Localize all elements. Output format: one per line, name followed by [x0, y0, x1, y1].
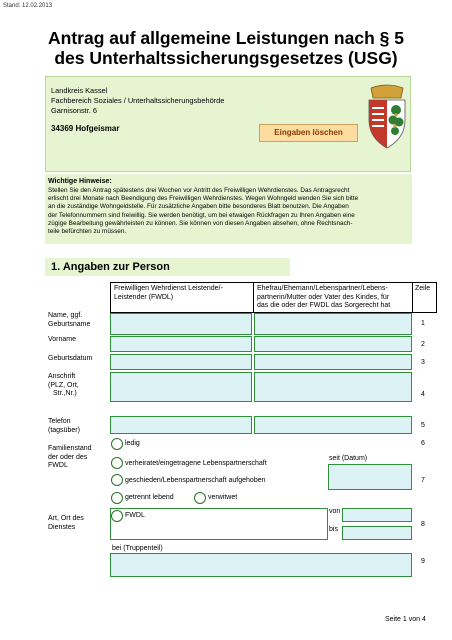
- option-getrennt-label: getrennt lebend: [125, 494, 174, 501]
- radio-verwitwet[interactable]: [194, 492, 206, 504]
- fwdl-vorname-input[interactable]: [110, 336, 252, 352]
- label-anschrift: [48, 373, 79, 399]
- authority-name: Landkreis Kassel: [51, 86, 108, 95]
- seit-label: seit (Datum): [329, 455, 368, 462]
- label-text: Geburtsname: [48, 320, 91, 328]
- title-line-2: des Unterhaltssicherungsgesetzes (USG): [54, 48, 398, 68]
- option-ledig-label: ledig: [125, 440, 140, 447]
- option-verheiratet-label: verheiratet/eingetragene Lebenspartnerschaft: [125, 460, 267, 467]
- partner-geburtsdatum-input[interactable]: [254, 354, 412, 370]
- table-divider: [110, 282, 111, 312]
- line-number: 4: [421, 391, 425, 398]
- table-top-border: [110, 282, 437, 283]
- fwdl-geburtsdatum-input[interactable]: [110, 354, 252, 370]
- page-footer: Seite 1 von 4: [385, 616, 426, 623]
- line-number: 8: [421, 521, 425, 528]
- label-text: (tagsüber): [48, 426, 80, 434]
- column-header-fwdl: [114, 285, 223, 302]
- fwdl-label: FWDL: [125, 512, 145, 519]
- label-vorname: Vorname: [48, 336, 77, 343]
- fwdl-anschrift-input[interactable]: [110, 372, 252, 402]
- partner-name-input[interactable]: [254, 313, 412, 335]
- label-text: Dienstes: [48, 523, 76, 531]
- table-divider: [253, 282, 254, 312]
- line-number: 1: [421, 320, 425, 327]
- column-header-text: partnerin/Mutter oder Vater des Kindes, für: [257, 293, 390, 301]
- radio-geschieden[interactable]: [111, 474, 123, 486]
- coat-of-arms-icon: [365, 84, 409, 150]
- radio-getrennt[interactable]: [111, 492, 123, 504]
- line-number: 9: [421, 558, 425, 565]
- label-text: Anschrift: [48, 373, 76, 380]
- dienst-bis-input[interactable]: [342, 526, 412, 540]
- clear-inputs-button[interactable]: Eingaben löschen: [259, 124, 358, 142]
- column-header-text: das die oder der FWDL das Sorgerecht hat: [257, 302, 391, 309]
- label-text: Name, ggf.: [48, 312, 83, 319]
- option-verwitwet-label: verwitwet: [208, 494, 238, 501]
- fwdl-name-input[interactable]: [110, 313, 252, 335]
- column-header-zeile: Zeile: [415, 285, 431, 292]
- column-header-partner: [257, 285, 390, 311]
- von-label: von: [329, 508, 341, 515]
- notes-text: [48, 187, 410, 236]
- line-number: 2: [421, 341, 425, 348]
- authority-address: [51, 86, 224, 116]
- column-header-text: Leistender (FWDL): [114, 293, 174, 301]
- notes-line: an die zuständige Wohngeldstelle. Für zusätzliche Angaben bitte besonderes Blatt benutzen. Die Angaben: [48, 203, 349, 211]
- notes-line: der Telefonnummern sind freiwillig. Sie werden benötigt, um bei etwaigen Rückfragen zu Ihren Angaben eine: [48, 211, 355, 219]
- label-text: Familienstand: [48, 445, 92, 452]
- stand-date: Stand: 12.02.2013: [3, 3, 53, 9]
- column-header-text: Freiwilligen Wehrdienst Leistende/-: [114, 285, 223, 292]
- label-name: [48, 312, 90, 329]
- table-divider: [412, 282, 413, 312]
- partner-anschrift-input[interactable]: [254, 372, 412, 402]
- label-text: der oder des: [48, 453, 88, 461]
- label-text: (PLZ, Ort,: [48, 381, 79, 389]
- column-header-text: Ehefrau/Ehemann/Lebenspartner/Lebens-: [257, 285, 388, 292]
- title-line-1: Antrag auf allgemeine Leistungen nach § 5: [48, 28, 404, 48]
- notes-line: Stellen Sie den Antrag spätestens drei Wochen vor Antritt des Freiwilligen Wehrdienstes. Das Antragsrecht: [48, 187, 350, 194]
- notes-line: teile befürchten zu müssen.: [48, 228, 127, 236]
- section-1-title: 1. Angaben zur Person: [51, 261, 170, 273]
- label-familienstand: [48, 445, 92, 471]
- notes-line: erlischt drei Monate nach Beendigung des Freiwilligen Wehrdienstes. Wegen Wohngeld wenden Sie sich bitte: [48, 195, 359, 203]
- notes-heading: Wichtige Hinweise:: [48, 178, 112, 185]
- line-number: 6: [421, 440, 425, 447]
- authority-street: Garnisonstr. 6: [51, 106, 98, 115]
- line-number: 5: [421, 422, 425, 429]
- truppenteil-label: bei (Truppenteil): [112, 545, 163, 552]
- partner-telefon-input[interactable]: [254, 416, 412, 434]
- authority-department: Fachbereich Soziales / Unterhaltssicherungsbehörde: [51, 96, 225, 105]
- label-text: Art, Ort des: [48, 515, 84, 522]
- radio-ledig[interactable]: [111, 438, 123, 450]
- table-divider: [436, 282, 437, 312]
- label-dienst: [48, 515, 84, 532]
- label-text: Str.,Nr.): [53, 390, 77, 397]
- form-title: [0, 28, 452, 68]
- partner-vorname-input[interactable]: [254, 336, 412, 352]
- notes-line: zügige Bearbeitung gewährleisten zu können. Sie können von diesen Angaben absehen, ohne Rechtsnach-: [48, 219, 353, 227]
- authority-city: 34369 Hofgeismar: [51, 124, 120, 133]
- line-number: 7: [421, 477, 425, 484]
- line-number: 3: [421, 359, 425, 366]
- radio-verheiratet[interactable]: [111, 457, 123, 469]
- option-geschieden-label: geschieden/Lebenspartnerschaft aufgehoben: [125, 477, 266, 484]
- status-seit-input[interactable]: [328, 464, 412, 490]
- label-text: FWDL: [48, 462, 68, 469]
- truppenteil-input[interactable]: [110, 553, 412, 577]
- label-text: Telefon: [48, 418, 71, 425]
- dienst-von-input[interactable]: [342, 508, 412, 522]
- label-geburtsdatum: Geburtsdatum: [48, 355, 93, 362]
- dienst-art-ort-input[interactable]: [110, 508, 328, 540]
- fwdl-telefon-input[interactable]: [110, 416, 252, 434]
- bis-label: bis: [329, 526, 338, 533]
- label-telefon: [48, 418, 80, 435]
